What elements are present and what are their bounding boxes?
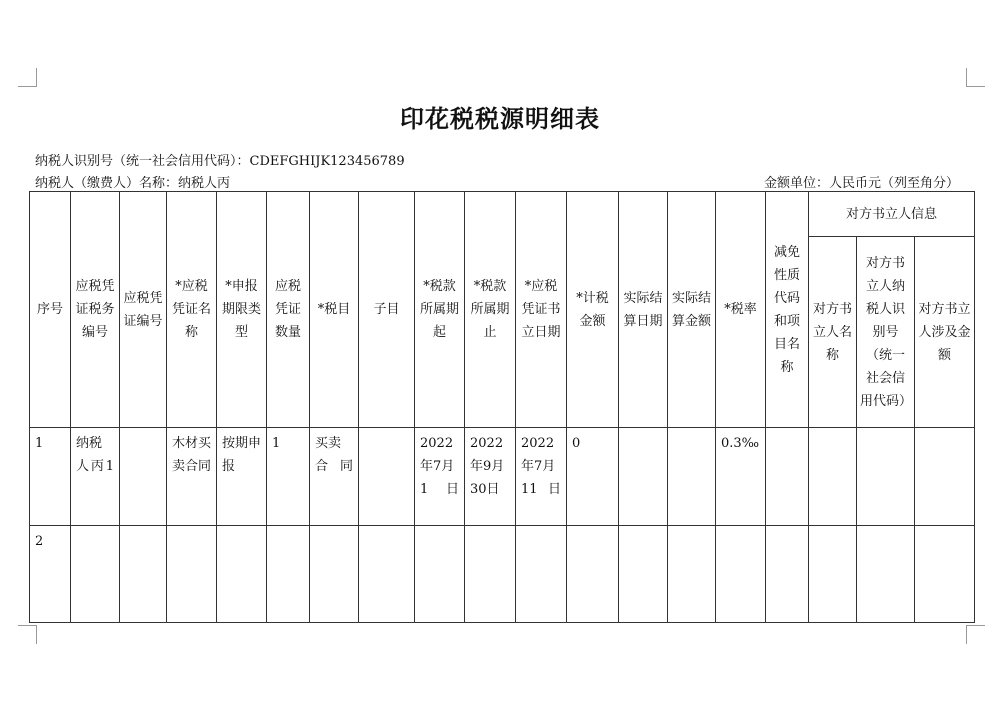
cell-cp-id: [857, 526, 915, 623]
cell-tax-item: 买卖合同: [310, 428, 359, 526]
cell-tax-rate: [716, 526, 766, 623]
cell-sign-date: 2022年7月11日: [516, 428, 567, 526]
cell-relief-code: [766, 428, 809, 526]
table-row: [30, 428, 975, 526]
cell-relief-code: [766, 526, 809, 623]
cell-voucher-qty: [267, 526, 310, 623]
cell-period-type: 按期申报: [217, 428, 267, 526]
cell-voucher-no: [120, 428, 167, 526]
crop-mark-bottom-left: [18, 625, 37, 644]
header-row: [30, 192, 975, 237]
tax-source-table: [29, 191, 975, 623]
crop-mark-bottom-right: [966, 625, 985, 644]
header-cp-amount: 对方书立人涉及金额: [915, 237, 975, 428]
cell-tax-amount: [567, 526, 619, 623]
header-relief-code: 减免性质代码和项目名称: [766, 192, 809, 428]
cell-period-start: [415, 526, 465, 623]
cell-period-end: [465, 526, 516, 623]
header-tax-item: *税目: [310, 192, 359, 428]
header-period-start: *税款所属期起: [415, 192, 465, 428]
cell-tax-amount: 0: [567, 428, 619, 526]
header-sign-date: *应税凭证书立日期: [516, 192, 567, 428]
cell-period-type: [217, 526, 267, 623]
crop-mark-top-right: [966, 68, 985, 87]
cell-settle-amount: [668, 428, 716, 526]
cell-seq: 1: [30, 428, 71, 526]
cell-settle-amount: [668, 526, 716, 623]
cell-voucher-name: 木材买卖合同: [167, 428, 217, 526]
cell-sub-item: [359, 428, 415, 526]
cell-cp-name: [809, 526, 857, 623]
cell-voucher-no: [120, 526, 167, 623]
cell-cp-amount: [915, 428, 975, 526]
header-voucher-no: 应税凭证编号: [120, 192, 167, 428]
cell-seq: 2: [30, 526, 71, 623]
cell-tax-rate: 0.3‰: [716, 428, 766, 526]
table-row: [30, 526, 975, 623]
header-voucher-qty: 应税凭证数量: [267, 192, 310, 428]
cell-cp-name: [809, 428, 857, 526]
document-title: 印花税税源明细表: [400, 104, 600, 133]
header-period-end: *税款所属期止: [465, 192, 516, 428]
header-voucher-name: *应税凭证名称: [167, 192, 217, 428]
cell-cp-id: [857, 428, 915, 526]
header-settle-date: 实际结算日期: [619, 192, 668, 428]
header-tax-amount: *计税金额: [567, 192, 619, 428]
cell-voucher-qty: 1: [267, 428, 310, 526]
header-seq: 序号: [30, 192, 71, 428]
cell-sign-date: [516, 526, 567, 623]
header-cp-id: 对方书立人纳税人识别号（统一社会信用代码）: [857, 237, 915, 428]
cell-voucher-tax-no: 纳税人丙1: [71, 428, 120, 526]
header-period-type: *申报期限类型: [217, 192, 267, 428]
header-cp-name: 对方书立人名称: [809, 237, 857, 428]
cell-sub-item: [359, 526, 415, 623]
header-sub-item: 子目: [359, 192, 415, 428]
amount-unit-line: 金额单位：人民币元（列至角分）: [764, 176, 960, 191]
taxpayer-id-line: 纳税人识别号（统一社会信用代码）：CDEFGHIJK123456789: [35, 154, 405, 169]
cell-settle-date: [619, 428, 668, 526]
header-counterparty-group: 对方书立人信息: [809, 192, 975, 237]
cell-period-start: 2022年7月1日: [415, 428, 465, 526]
header-settle-amount: 实际结算金额: [668, 192, 716, 428]
cell-settle-date: [619, 526, 668, 623]
header-tax-rate: *税率: [716, 192, 766, 428]
cell-voucher-tax-no: [71, 526, 120, 623]
cell-voucher-name: [167, 526, 217, 623]
cell-period-end: 2022年9月30日: [465, 428, 516, 526]
cell-tax-item: [310, 526, 359, 623]
cell-cp-amount: [915, 526, 975, 623]
taxpayer-name-line: 纳税人（缴费人）名称：纳税人丙: [35, 176, 231, 191]
crop-mark-top-left: [18, 68, 37, 87]
header-voucher-tax-no: 应税凭证税务编号: [71, 192, 120, 428]
